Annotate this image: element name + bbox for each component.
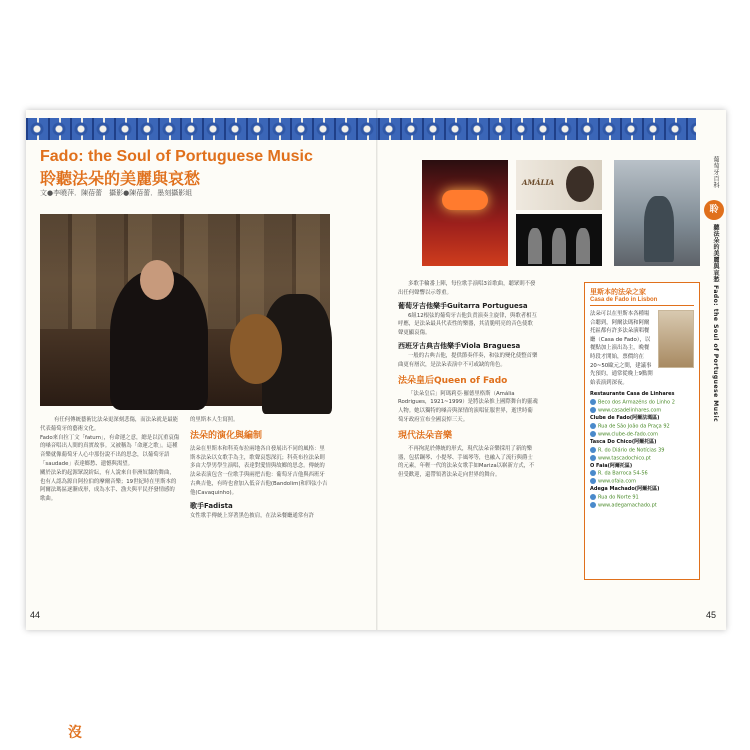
infobox-subtitle: Casa de Fado in Lisbon xyxy=(590,297,694,306)
body-paragraph: 沒 有任何傳統藝術比法朵更深刻悲傷，而法朵就是最能代表葡萄牙的藝術文化。 xyxy=(40,417,178,741)
venue-name: Tasca Do Chico(阿爾托區) xyxy=(590,438,657,445)
venue-item xyxy=(590,439,694,463)
venue-name: Clube de Fado(阿爾法瑪區) xyxy=(590,415,660,422)
body-paragraph: 的里斯本人生寫照。 xyxy=(190,417,239,423)
body-paragraph: 6組12根弦的葡萄牙吉他負責演奏主旋律，與歌者相互呼應，是法朵最具代表性的樂器，其清脆明亮的音色使歌聲更顯哀傷。 xyxy=(398,312,537,337)
venue-website[interactable]: www.adegamachado.pt xyxy=(590,502,694,510)
lamp-glow xyxy=(442,190,488,210)
web-icon xyxy=(590,478,596,484)
web-icon xyxy=(590,455,596,461)
article-title-en: Fado: the Soul of Portuguese Music xyxy=(40,148,313,165)
page-gutter xyxy=(376,110,378,630)
page-number-right: 45 xyxy=(706,610,717,620)
infobox-building-photo xyxy=(658,310,694,368)
venue-address: Rua do Norte 91 xyxy=(590,494,694,502)
heading-queen: 法朵皇后Queen of Fado xyxy=(398,375,508,386)
body-paragraph: 關於法朵的起源眾說紛紜，有人說來自非洲奴隸的舞曲，也有人認為源自阿拉伯的摩爾音樂；19世紀時在里斯本的阿爾法瑪區逐漸成形，成為水手、漁夫與平民抒發情感的歌曲。 xyxy=(40,469,177,503)
venue-address: R. da Barroca 54-56 xyxy=(590,470,694,478)
magazine-spread xyxy=(26,110,726,741)
venue-item xyxy=(590,415,694,439)
body-paragraph: 女性歌手傳統上穿著黑色披肩，在法朵餐廳通常有許 xyxy=(190,512,314,519)
location-pin-icon xyxy=(590,399,596,405)
azulejo-tile-banner xyxy=(26,118,696,140)
page-number-left: 44 xyxy=(30,610,41,620)
venue-item xyxy=(590,486,694,510)
infobox-intro: 法朵可以在里斯本各種場合聽到，阿爾法瑪和阿爾托區都有許多法朵演唱餐廳（Casa de Fado），以餐點加上演出為主，晚餐時段才開始，票價約在20~50歐元之間，建議事先預約，通常從晚上9點開始表演到深夜。 xyxy=(590,311,653,386)
location-pin-icon xyxy=(590,470,596,476)
fado-performance-photo xyxy=(40,214,330,406)
sidebar-category: 葡萄牙百科 xyxy=(712,156,719,189)
web-icon xyxy=(590,407,596,413)
venue-name: O Faia(阿爾托區) xyxy=(590,462,633,469)
heading-viola: 西班牙古典吉他樂手Viola Braguesa xyxy=(398,341,521,350)
body-paragraph: Fado來自拉丁文「fatum」，有命運之意，總是以沉重哀傷的嗓音唱出人間的真實故事。又被稱為「命運之歌」。這種音樂就像葡萄牙人心中那份說不出的思念，以葡萄牙語「saudade」表達鄉愁、遺憾與渴望。 xyxy=(40,434,180,467)
drop-cap: 沒 xyxy=(68,725,82,741)
web-icon xyxy=(590,431,596,437)
heading-guitar: 葡萄牙吉他樂手Guitarra Portuguesa xyxy=(398,301,528,310)
venue-website[interactable]: www.casadelinhares.com xyxy=(590,407,694,415)
left-column-1 xyxy=(40,416,180,741)
venue-address: Rua de São João da Praça 92 xyxy=(590,423,694,431)
web-icon xyxy=(590,502,596,508)
musicians-bw-photo xyxy=(516,214,602,266)
heading-modern: 現代法朵音樂 xyxy=(398,430,453,441)
venue-name: Adega Machado(阿爾托區) xyxy=(590,486,660,493)
right-column-1 xyxy=(398,280,538,610)
fado-houses-infobox xyxy=(584,282,700,580)
venue-website[interactable]: www.tascadochico.pt xyxy=(590,455,694,463)
article-title-zh: 聆聽法朵的美麗與哀愁 xyxy=(40,169,201,188)
musician-figure xyxy=(528,228,542,264)
body-paragraph: 多歌手輪番上陣，每位歌手演唱3首歌曲，聽眾則不發出任何聲響以示尊重。 xyxy=(398,281,536,296)
venue-address: R. do Diário de Notícias 39 xyxy=(590,447,694,455)
venue-website[interactable]: www.ofaia.com xyxy=(590,478,694,486)
amalia-album-photo xyxy=(516,160,602,210)
red-fado-house-photo xyxy=(422,160,508,266)
musician-figure xyxy=(576,228,590,264)
body-paragraph: 法朵在里斯本和科英布拉兩地各自發展出不同的風格：里斯本法朵以女歌手為主，歌聲哀怨深沉；科英布拉法朵則多由大學男學生演唱，表達對愛情與故鄉的思念。傳統的法朵表演包含一位歌手與兩把吉他：葡萄牙吉他與西班牙古典吉他，有時也會加入低音吉他(Bandolim)和四弦小吉他(Cavaquinho)。 xyxy=(190,445,328,496)
venue-list xyxy=(590,391,694,510)
body-paragraph: 一般的古典吉他，提供節奏伴奏，和弦的變化使整首樂曲更有層次，是法朵表演中不可或缺的角色。 xyxy=(398,352,538,368)
statue-figure xyxy=(644,196,674,262)
sidebar-badge: 聆 xyxy=(704,200,724,220)
album-portrait xyxy=(566,166,594,202)
photo-singer-face xyxy=(140,260,174,300)
location-pin-icon xyxy=(590,423,596,429)
photo-guitar xyxy=(230,314,282,384)
sidebar-title: 聽法朵的美麗與哀愁 Fado: the Soul of Portuguese Music xyxy=(712,224,719,423)
heading-history: 法朵的演化與編制 xyxy=(190,430,263,441)
body-paragraph: 「法朵皇后」阿瑪莉亞·羅德里格斯（Amália Rodrigues，1921~1999）是將法朵推上國際舞台的靈魂人物。她以獨特的嗓音與深情的演唱征服世界，逝世時葡萄牙政府宣布全國哀悼三天。 xyxy=(398,390,538,423)
venue-item xyxy=(590,463,694,487)
venue-name: Restaurante Casa de Linhares xyxy=(590,391,675,398)
heading-singer: 歌手Fadista xyxy=(190,501,233,510)
album-label: AMÁLIA xyxy=(522,178,555,187)
body-paragraph: 不再拘泥於傳統的形式，現代法朵音樂採用了新的樂器，包括鋼琴、小提琴、手風琴等，也融入了流行與爵士的元素，年輕一代的法朵女歌手如Mariza以嶄新方式，不但受歡迎，還帶領著法朵走向世界的舞台。 xyxy=(398,445,535,479)
venue-website[interactable]: www.clube-de-fado.com xyxy=(590,431,694,439)
venue-address: Beco dos Armazéns do Linho 2 xyxy=(590,399,694,407)
musician-figure xyxy=(552,228,566,264)
left-column-2 xyxy=(190,416,330,606)
infobox-title: 里斯本的法朵之家 xyxy=(590,288,646,296)
fado-statue-photo xyxy=(614,160,700,266)
venue-item xyxy=(590,391,694,415)
location-pin-icon xyxy=(590,494,596,500)
location-pin-icon xyxy=(590,447,596,453)
article-credits: 文●李曉萍．陳蓓蕾 攝影●陳蓓蕾．墨刻攝影組 xyxy=(40,189,193,197)
